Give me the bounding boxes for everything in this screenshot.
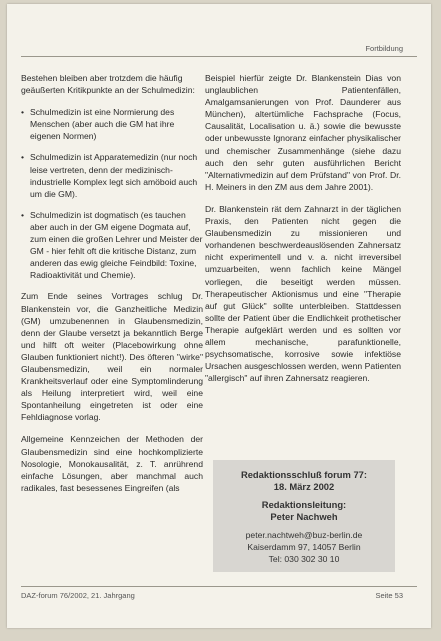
body-paragraph: Zum Ende seines Vortrages schlug Dr. Blankenstein vor, die Ganzheitliche Medizin (GM) umzubenennen in Glaubensmedizin, denn der Glaube versetzt ja bekanntlich Berge und hilft oft weiter (Placebowirkung ohne Glauben funktioniert nicht!). Des öfteren "wirke" Glaubensmedizin, weil ein normaler Krankheitsverlauf oder eine Symptomlinderung als Heilung interpretiert wird, weil eine Spontanheilung eingetreten ist oder eine Fehldiagnose vorlag. bbox=[21, 291, 203, 423]
contact-block bbox=[213, 529, 395, 565]
contact-address: Kaiserdamm 97, 14057 Berlin bbox=[247, 542, 361, 552]
magazine-page bbox=[7, 4, 431, 628]
footer-divider bbox=[21, 586, 417, 587]
criticism-item: • Schulmedizin ist Apparatemedizin (nur noch leise vertreten, denn der medizinisch-industrielle Komplex legt sich amöboid auch um die GM). bbox=[21, 151, 203, 199]
right-column bbox=[205, 72, 401, 394]
contact-phone: Tel: 030 302 30 10 bbox=[268, 554, 340, 564]
deadline-date: 18. März 2002 bbox=[273, 481, 335, 492]
section-label: Fortbildung bbox=[365, 44, 403, 53]
left-column bbox=[21, 72, 203, 504]
editorial-info-box bbox=[213, 460, 395, 572]
criticism-list bbox=[21, 106, 203, 281]
body-paragraph: Beispiel hierfür zeigte Dr. Blankenstein Dias von unglaublichen Patientenfällen, Amalgamsanierungen von Prof. Daunderer aus München), altertümliche Fachsprache (Focus, Causalität, Localisation u. ä.) sowie die bewusste oder unbewusste Ignoranz einfacher physikalischer und chemischer Zusammenhänge (siehe dazu auch den sehr guten ausführlichen Bericht "Alternativmedizin auf dem Prüfstand" von Prof. Dr. H. Meiners in den ZM aus dem Jahre 2001). bbox=[205, 73, 401, 192]
page-number: Seite 53 bbox=[375, 591, 403, 600]
editor-heading: Redaktionsleitung: bbox=[261, 499, 347, 510]
body-paragraph: Allgemeine Kennzeichen der Methoden der Glaubensmedizin sind eine hochkomplizierte Nosologie, Monokausalität, z. T. anrührend einfache Lösungen, aber manchmal auch radikales, fast besessenes Eingreifen (als bbox=[21, 434, 203, 493]
body-paragraph: Dr. Blankenstein rät dem Zahnarzt in der täglichen Praxis, den Patienten nicht gegen die Glaubensmedizin zu missionieren und vorhandenen beschwerdeauslösenden Zahnersatz nicht experimentell und v. a. nicht irreversibel umzuarbeiten, wenn fachlich keine Mängel vorliegen, die beseitigt werden müssen. Therapeutischer Aktionismus und eine "Therapie auf gut Glück" sollte unterbleiben. Stattdessen sollte der Patient über die Endlichkeit prothetischer Therapie aufgeklärt werden und es sollten vor allem mechanische, parafunktionelle, psychsomatische, korrosive sowie infektiöse Ursachen ausgeschlossen werden, wenn Patienten "allergisch" auf ihren Zahnersatz reagieren. bbox=[205, 203, 401, 384]
editor-name: Peter Nachweh bbox=[270, 511, 338, 522]
deadline-heading: Redaktionsschluß forum 77: bbox=[240, 469, 368, 480]
contact-email[interactable]: peter.nachtweh@buz-berlin.de bbox=[245, 530, 363, 540]
publication-info: DAZ-forum 76/2002, 21. Jahrgang bbox=[21, 591, 135, 600]
intro-paragraph: Bestehen bleiben aber trotzdem die häufig geäußerten Kritikpunkte an der Schulmedizin: bbox=[21, 73, 195, 96]
criticism-item: • Schulmedizin ist dogmatisch (es tauchen aber auch in der GM eigene Dogmata auf, zum einen die großen Lehrer und Meister der GM - hier fehlt oft die kritische Distanz, zum anderen das ewig gleiche Feindbild: Toxine, Radioaktivität und Chemie). bbox=[21, 209, 203, 282]
criticism-item: • Schulmedizin ist eine Normierung des Menschen (aber auch die GM hat ihre eigenen Normen) bbox=[21, 106, 203, 142]
header-divider bbox=[21, 56, 417, 57]
